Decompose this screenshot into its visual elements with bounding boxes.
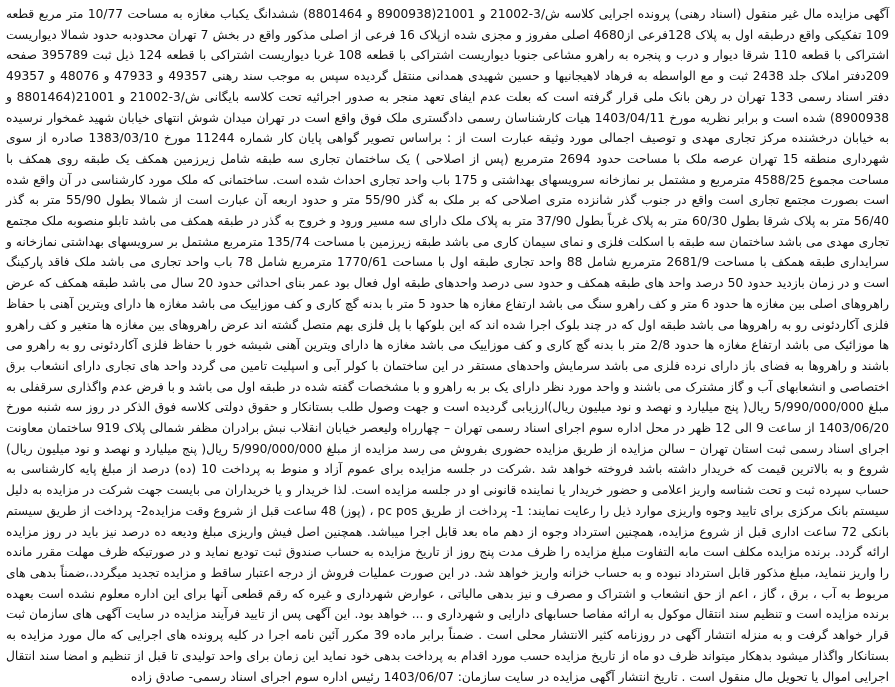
auction-notice-text: آگهی مزایده مال غیر منقول (اسناد رهنی) پرونده اجرایی کلاسه ش/3-21002 و 21001(8900938 و 8801464) ششدانگ یکباب مغازه به مساحت 10/77 متر مربع قطعه 109 تفکیکی واقع درطبقه اول به پلاک 128فرعی از4680 اصلی مفروز و مجزی شده ازپلاک 16 فرعی از اصلی مذکور واقع در بخش 7 تهران محدودبه حدود شمالا دیواریست اشتراکی با قطعه 110 شرقا دیوار و درب و پنجره به راهرو مشاعی جنوبا دیواریست اشتراکی با قطعه 108 غربا دیواریست اشتراکی با قطعه 124 ذیل ثبت 395789 صفحه 209دفتر املاک جلد 2438 ثبت و مع الواسطه به فرهاد لاهیجانیها و حسین شهیدی همدانی منتقل گردیده سپس به موجب سند رهنی 49357 و 47933 و 48076 و 49357 دفتر اسناد رسمی 133 تهران در رهن بانک ملی قرار گرفته است که بعلت عدم ایفای تعهد منجر به صدور اجرائیه تحت کلاسه بایگانی ش/3-21002 و 21001(8801464 و 8900938) شده است و برابر نظریه مورخ 1403/04/11 هیات کارشناسان رسمی دادگستری ملک فوق واقع است در تهران میدان شوش انتهای خیابان شهید غمخوار نرسیده به خیابان درخشنده مرکز تجاری مهدی و توصیف اجمالی مورد وثیقه عبارت است از : براساس تصویر گواهی پایان کار شماره 11244 مورخ 1383/03/10 صادره از سوی شهرداری منطقه 15 تهران عرصه ملک با مساحت حدود 2694 مترمربع (پس از اصلاحی ) یک ساختمان تجاری سه طبقه شامل زیرزمین همکف یک طبقه روی همکف با مساحت مجموع 4588/25 مترمربع و مشتمل بر نمازخانه سرویسهای بهداشتی و 175 باب واحد تجاری احداث شده است. ساختمانی که ملک مورد کارشناسی در آن واقع شده است بصورت مجتمع تجاری است واقع در جنوب گذر شانزده متری اصلاحی که بر ملک به گذر 55/90 متر و حدود اربعه آن عبارت است از شمالا بطول 55/90 متر به گذر 56/40 متر به پلاک شرقا بطول 60/30 متر به پلاک غرباً بطول 37/90 متر به پلاک ملک دارای سه مسیر ورود و خروج به گذر در طبقه همکف می باشد تابلو منصوبه ملک مجتمع تجاری مهدی می باشد ساختمان سه طبقه با اسکلت فلزی و نمای سیمان کاری می باشد طبقه زیرزمین با مساحت 135/74 مترمربع مشتمل بر سرویسهای بهداشتی نمازخانه و سرایداری طبقه همکف با مساحت 2681/9 مترمربع شامل 88 واحد تجاری طبقه اول با مساحت 1770/61 مترمربع شامل 78 باب واحد تجاری می باشد ملک فاقد پارکینگ است و در زمان بازدید حدود 50 درصد واحد های طبقه همکف و حدود سی درصد واحدهای طبقه اول فعال بود عمر بنای احداثی حدود 20 سال می باشد طبقه همکف که عرض راهروهای اصلی بین مغازه ها حدود 6 متر و کف راهرو سنگ می باشد ارتفاع مغازه ها حدود 5 متر با بدنه گچ کاری و کف موزاییک می باشد مغازه ها دارای ویترین آهنی با حفاظ فلزی آکاردئونی رو به راهروها می باشد طبقه اول که در چند بلوک اجرا شده اند که این بلوکها با پل فلزی بهم متصل گشته اند عرض راهروهای بین مغازه ها متغیر و کف راهرو ها موزائیک می باشد ارتفاع مغازه ها حدود 2/8 متر با بدنه گچ کاری و کف موزاییک می باشد مغازه ها دارای ویترین آهنی شیشه خور با حفاظ فلزی آکاردئونی رو به راهرو می باشند و راهروها به فضای باز دارای نرده فلزی می باشد سرمایش واحدهای مستقر در این ساختمان با کولر آبی و اسپلیت تامین می گردد واحد های تجاری دارای انشعاب برق اختصاصی و انشعابهای آب و گاز مشترک می باشند و واحد مورد نظر دارای یک بر به راهرو و با مشخصات گفته شده در طبقه اول می باشد و با فرض عدم واگذاری سرقفلی به مبلغ 5/990/000/000 ریال( پنج میلیارد و نهصد و نود میلیون ریال)ارزیابی گردیده است و جهت وصول طلب بستانکار و حقوق دولتی کلاسه فوق الذکر در روز سه شنبه مورخ 1403/06/20 از ساعت 9 الی 12 ظهر در محل اداره سوم اجرای اسناد رسمی تهران – چهارراه ولیعصر خیابان انقلاب نبش برادران مظفر شمالی پلاک 919 ساختمان معاونت اجرای اسناد رسمی ثبت استان تهران – سالن مزایده از طریق مزایده حضوری بفروش می رسد مزایده از مبلغ 5/990/000/000 ریال( پنج میلیارد و نهصد و نود میلیون ریال) شروع و به بالاترین قیمت که خریدار داشته باشد فروخته خواهد شد .شرکت در جلسه مزایده برای عموم آزاد و منوط به پرداخت 10 (ده) درصد از مبلغ پایه کارشناسی به حساب سپرده ثبت و تحت شناسه واریز اعلامی و حضور خریدار یا نماینده قانونی او در جلسه مزایده است. لذا خریدار و یا خریداران می بایست جهت شرکت در مزایده به دلیل سیستم بانک مرکزی برای تایید وجوه واریزی موارد ذیل را رعایت نمایند: 1- پرداخت از طریق pc pos ، (پوز) 48 ساعت قبل از شروع وقت مزایده2- پرداخت از طریق سیستم بانکی 72 ساعت اداری قبل از شروع مزایده، همچنین استرداد وجوه از دهم ماه بعد قابل اجرا میباشد. همچنین اصل فیش واریزی مبلغ ودیعه ده درصد نیز باید در روز مزایده ارائه گردد. برنده مزایده مکلف است مابه التفاوت مبلغ مزایده را ظرف مدت پنج روز از تاریخ مزایده به حساب صندوق ثبت تودیع نماید و در صورتیکه ظرف مهلت مقرر مانده را واریز ننماید، مبلغ مذکور قابل استرداد نبوده و به حساب خزانه واریز خواهد شد. در این صورت عملیات فروش از درجه اعتبار ساقط و مزایده تجدید میگردد.،ضمناً بدهی های مربوط به آب ، برق ، گاز ، اعم از حق انشعاب و اشتراک و مصرف و نیز بدهی مالیاتی ، عوارض شهرداری و غیره که رقم قطعی آنها برای این اداره معلوم نشده است بعهده برنده مزایده است و تنظیم سند انتقال موکول به ارائه مفاصا حسابهای دارایی و شهرداری و ... خواهد بود. این آگهی پس از تایید فرآیند مزایده در سایت آگهی های سازمان ثبت قرار خواهد گرفت و به منزله انتشار آگهی در روزنامه کثیر الانتشار محلی است . ضمناً برابر ماده 39 مکرر آئین نامه اجرا در کلیه پرونده های اجرایی که مال مورد مزایده به بستانکار واگذار میشود بدهکار میتواند ظرف دو ماه از تاریخ مزایده حسب مورد اقدام به پرداخت بدهی خود نماید این زمان برای واحد تولیدی تا قبل از تنظیم و امضا سند انتقال اجرایی اموال یا تحویل مال منقول است . تاریخ انتشار آگهی مزایده در سایت سازمان: 1403/06/07 رئیس اداره سوم اجرای اسناد رسمی- صادق زاده: [6, 7, 890, 684]
